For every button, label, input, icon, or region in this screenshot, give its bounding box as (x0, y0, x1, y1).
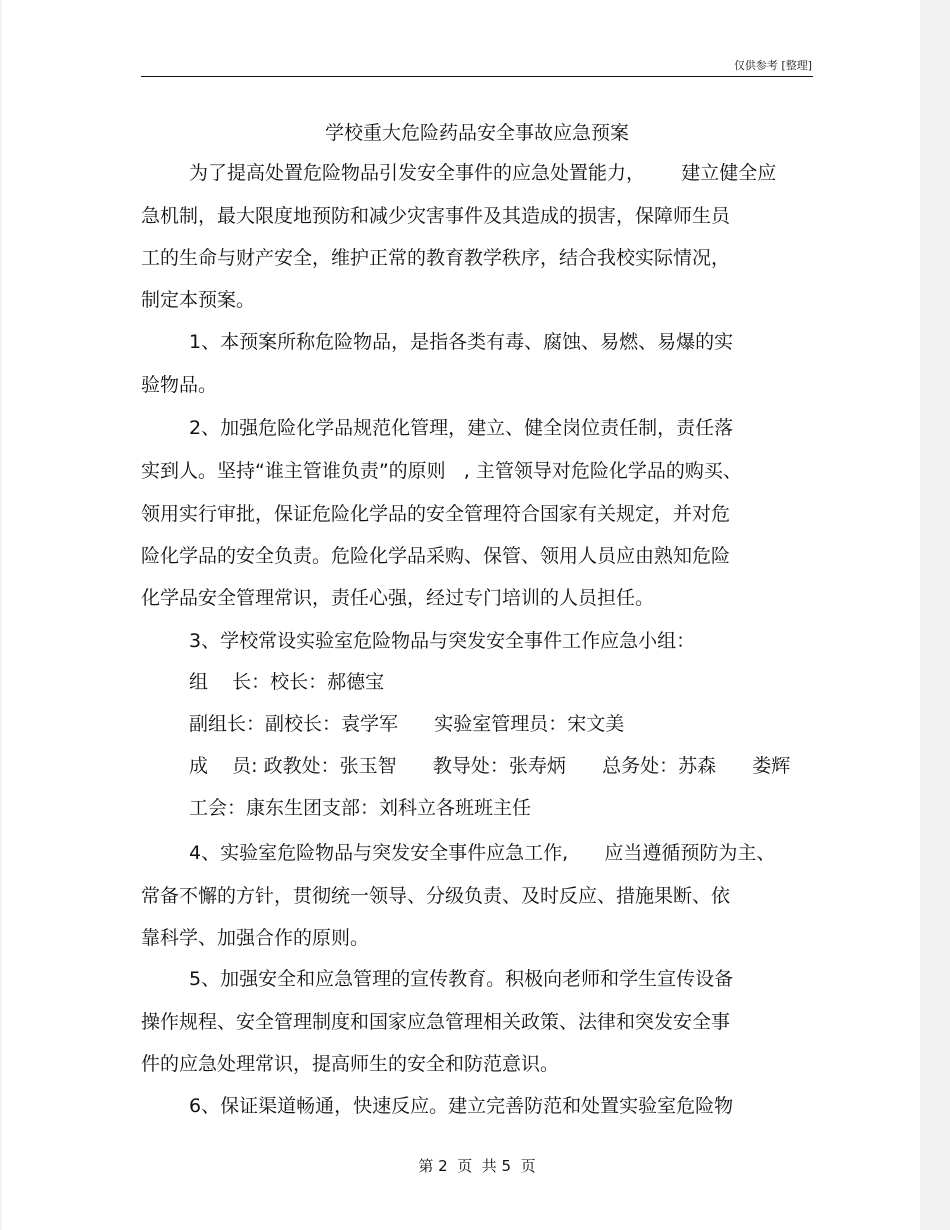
paragraph-line: 6、保证渠道畅通，快速反应。建立完善防范和处置实验室危险物 (189, 1095, 734, 1117)
document-title: 学校重大危险药品安全事故应急预案 (324, 122, 629, 144)
paragraph-line: 成 员: 政教处：张玉智 教导处：张寿炳 总务处：苏森 娄辉 (189, 755, 791, 777)
paragraph-line: 工的生命与财产安全，维护正常的教育教学秩序，结合我校实际情况， (141, 247, 731, 269)
paragraph-line: 化学品安全管理常识，责任心强，经过专门培训的人员担任。 (141, 587, 655, 609)
paragraph-line: 制定本预案。 (141, 289, 256, 311)
paragraph-line: 副组长：副校长：袁学军 实验室管理员：宋文美 (189, 713, 625, 735)
paragraph-line: 5、加强安全和应急管理的宣传教育。积极向老师和学生宣传设备 (189, 968, 734, 990)
paragraph-line: 2、加强危险化学品规范化管理，建立、健全岗位责任制，责任落 (189, 417, 734, 439)
paragraph-line: 险化学品的安全负责。危险化学品采购、保管、领用人员应由熟知危险 (141, 545, 731, 567)
paragraph-line: 组 长：校长：郝德宝 (189, 671, 385, 693)
paragraph-line: 操作规程、安全管理制度和国家应急管理相关政策、法律和突发安全事 (141, 1011, 731, 1033)
header-divider (141, 76, 813, 77)
paragraph-line: 常备不懈的方针，贯彻统一领导、分级负责、及时反应、措施果断、依 (141, 885, 731, 907)
paragraph-line: 件的应急处理常识，提高师生的安全和防范意识。 (141, 1053, 560, 1075)
document-page (2, 0, 920, 1230)
paragraph-line: 工会：康东生团支部：刘科立各班班主任 (189, 797, 532, 819)
paragraph-line: 领用实行审批，保证危险化学品的安全管理符合国家有关规定，并对危 (141, 503, 731, 525)
paragraph-line: 1、本预案所称危险物品，是指各类有毒、腐蚀、易燃、易爆的实 (189, 331, 734, 353)
paragraph-line: 实到人。坚持“谁主管谁负责”的原则 , 主管领导对危险化学品的购买、 (141, 460, 742, 482)
paragraph-line: 4、实验室危险物品与突发安全事件应急工作, 应当遵循预防为主、 (189, 842, 776, 864)
paragraph-line: 3、学校常设实验室危险物品与突发安全事件工作应急小组： (189, 630, 696, 652)
paragraph-line: 靠科学、加强合作的原则。 (141, 927, 370, 949)
page-number: 第 2 页 共 5 页 (418, 1157, 536, 1175)
paragraph-line: 急机制，最大限度地预防和减少灾害事件及其造成的损害，保障师生员 (141, 205, 731, 227)
paragraph-line: 为了提高处置危险物品引发安全事件的应急处置能力， 建立健全应 (189, 162, 777, 184)
paragraph-line: 验物品。 (141, 374, 218, 396)
header-note: 仅供参考 [整理] (733, 59, 812, 72)
